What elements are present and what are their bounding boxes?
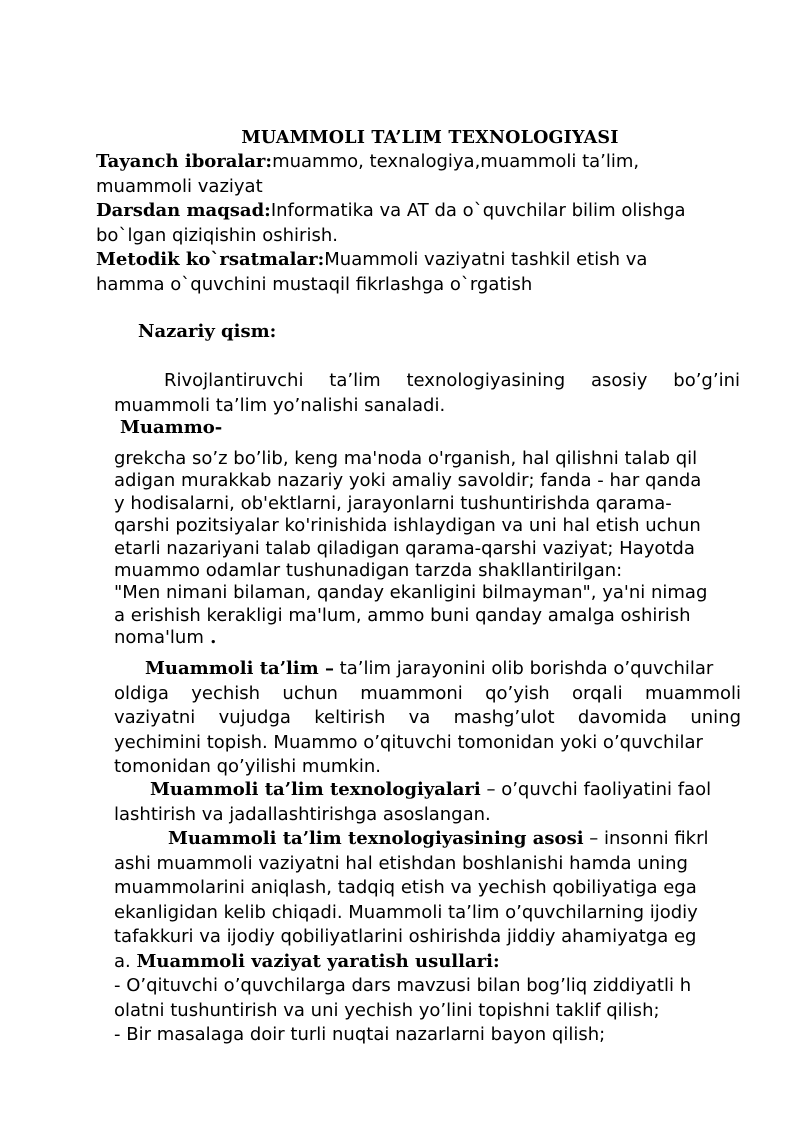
problem-learning-line: vaziyatni vujudga keltirish va mashg’ulot davomida uning — [114, 707, 741, 728]
foundation-line: ashi muammoli vaziyatni hal etishdan boshlanishi hamda uning — [114, 852, 688, 874]
lesson-goal-text: Informatika va AT da o`quvchilar bilim olishga — [270, 200, 686, 221]
foundation-line: muammolarini aniqlash, tadqiq etish va yechish qobiliyatiga ega — [114, 877, 697, 898]
method-text: Muammoli vaziyatni tashkil etish va — [324, 249, 648, 270]
problem-def-line: "Men nimani bilaman, qanday ekanligini bilmayman", ya'ni nimag — [114, 582, 708, 604]
problem-def-line: noma'lum — [114, 627, 204, 649]
intro-paragraph — [114, 369, 740, 418]
intro-line-1: Rivojlantiruvchi ta’lim texnologiyasining asosiy bo’g’ini — [164, 370, 740, 391]
problem-def-line: etarli nazariyani talab qiladigan qarama-qarshi vaziyat; Hayotda — [114, 537, 695, 559]
problem-def-end: . — [203, 627, 217, 649]
list-item-cont: olatni tushuntirish va uni yechish yo’lini topishni taklif qilish; — [114, 999, 660, 1021]
foundation-text: – insonni fikrl — [583, 828, 709, 849]
keywords-text: muammo, texnalogiya,muammoli ta’lim, — [272, 151, 640, 172]
foundation-paragraph — [114, 827, 794, 974]
problem-heading-wrap — [120, 416, 222, 441]
problem-def-line: a erishish kerakligi ma'lum, ammo buni qanday amalga oshirish — [114, 604, 691, 626]
problem-learning-paragraph — [114, 657, 741, 780]
problem-learning-line: yechimini topish. Muammo o’qituvchi tomonidan yoki o’quvchilar — [114, 731, 703, 753]
technologies-paragraph — [114, 778, 774, 827]
list-item: - O’qituvchi o’quvchilarga dars mavzusi bilan bog’liq ziddiyatli h — [114, 975, 692, 996]
foundation-term: Muammoli ta’lim texnologiyasining asosi — [168, 828, 584, 849]
methods-heading: Muammoli vaziyat yaratish usullari: — [136, 950, 500, 972]
technologies-text: – o’quvchi faoliyatini faol — [480, 779, 712, 800]
list-item: - Bir masalaga doir turli nuqtai nazarlarni bayon qilish; — [114, 1024, 606, 1045]
document-title: MUAMMOLI TA’LIM TEXNOLOGIYASI — [241, 128, 619, 148]
method-text-cont: hamma o`quvchini mustaqil fikrlashga o`rgatish — [96, 273, 533, 295]
lesson-goal-section — [96, 199, 776, 248]
technologies-term: Muammoli ta’lim texnologiyalari — [150, 779, 481, 800]
problem-learning-line: tomonidan qo’yilishi mumkin. — [114, 756, 381, 777]
problem-learning-text: ta’lim jarayonini olib borishda o’quvchilar — [333, 658, 714, 679]
problem-definition — [114, 448, 794, 650]
problem-def-line: adigan murakkab nazariy yoki amaliy savoldir; fanda - har qanda — [114, 470, 702, 492]
theory-heading-wrap — [138, 320, 276, 345]
methods-list — [114, 974, 794, 1048]
intro-line-2: muammoli ta’lim yo’nalishi sanaladi. — [114, 394, 446, 416]
keywords-text-cont: muammoli vaziyat — [96, 175, 263, 197]
lesson-goal-label: Darsdan maqsad: — [96, 200, 271, 221]
method-label: Metodik ko`rsatmalar: — [96, 249, 325, 270]
problem-def-line: qarshi pozitsiyalar ko'rinishida ishlaydigan va uni hal etish uchun — [114, 515, 701, 537]
lesson-goal-text-cont: bo`lgan qiziqishin oshirish. — [96, 224, 338, 246]
problem-learning-line: oldiga yechish uchun muammoni qo’yish orqali muammoli — [114, 682, 741, 704]
method-section — [96, 248, 776, 297]
foundation-line: tafakkuri va ijodiy qobiliyatlarini oshirishda jiddiy ahamiyatga eg — [114, 926, 697, 947]
foundation-line: a. — [114, 950, 137, 972]
theory-heading: Nazariy qism: — [138, 321, 277, 342]
problem-learning-term: Muammoli ta’lim – — [145, 658, 334, 679]
problem-def-line: grekcha so’z bo’lib, keng ma'noda o'rganish, hal qilishni talab qil — [114, 448, 698, 469]
keywords-section — [96, 150, 776, 199]
foundation-line: ekanligidan kelib chiqadi. Muammoli ta’lim o’quvchilarning ijodiy — [114, 901, 698, 923]
problem-def-line: muammo odamlar tushunadigan tarzda shakllantirilgan: — [114, 560, 623, 582]
problem-def-line: y hodisalarni, ob'ektlarni, jarayonlarni tushuntirishda qarama- — [114, 492, 672, 514]
technologies-line: lashtirish va jadallashtirishga asoslangan. — [114, 803, 491, 825]
problem-heading: Muammo- — [120, 417, 223, 438]
keywords-label: Tayanch iboralar: — [96, 151, 273, 172]
